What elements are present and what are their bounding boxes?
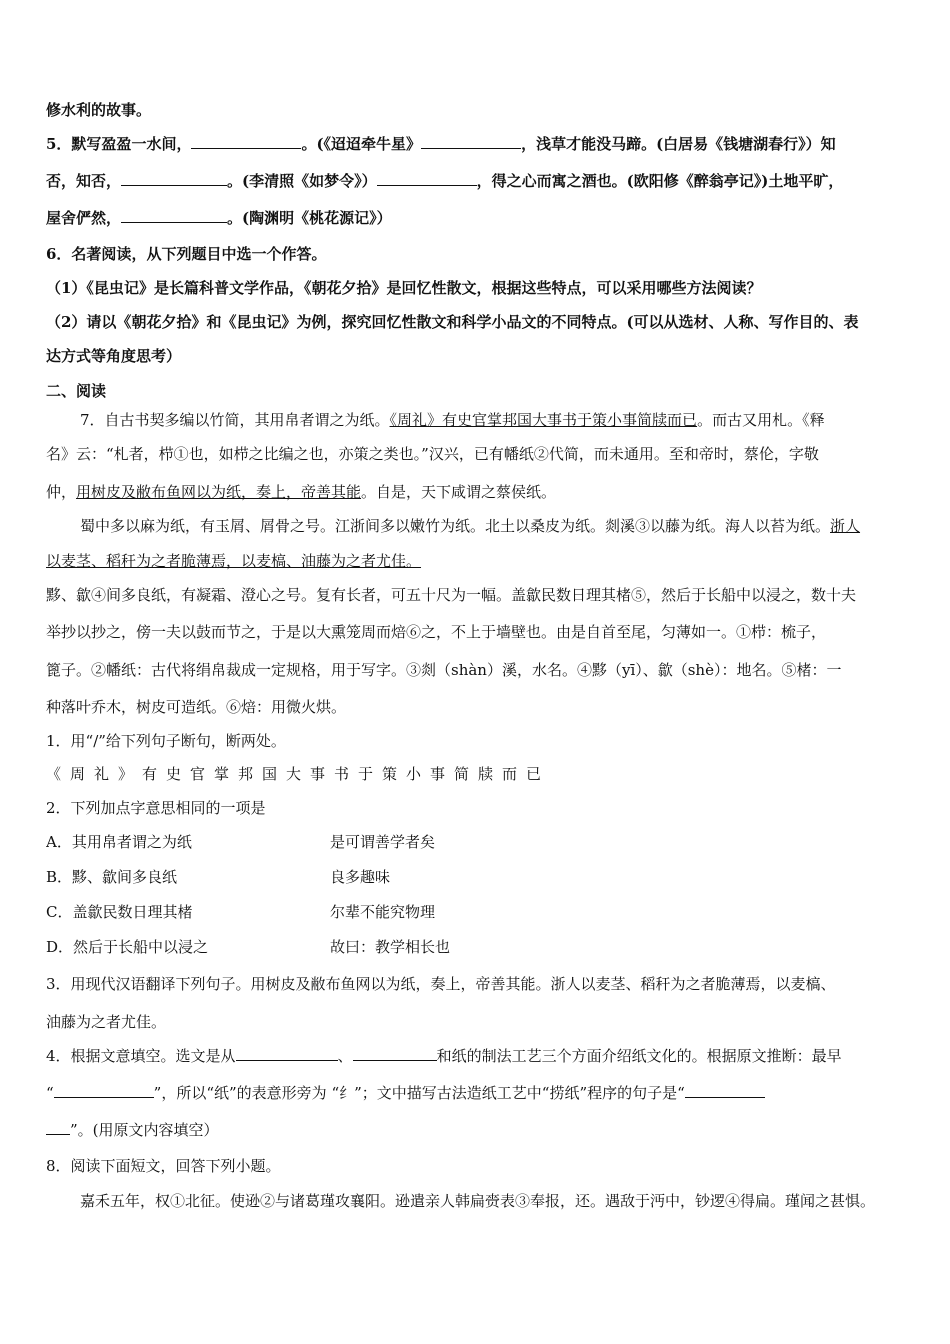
answer-blank[interactable] bbox=[377, 171, 477, 186]
option-c[interactable]: C．盖歙民数日理其楮 尔辈不能究物理 bbox=[46, 903, 436, 921]
answer-blank[interactable] bbox=[121, 208, 227, 223]
passage-line: 7．自古书契多编以竹简，其用帛者谓之为纸。《周礼》有史官掌邦国大事书于策小事简牍而已。而古又用札。《释 bbox=[80, 411, 825, 429]
passage-line: 以麦茎、稻秆为之者脆薄焉，以麦槁、油藤为之者尤佳。 bbox=[46, 552, 422, 570]
option-d[interactable]: D．然后于长船中以浸之 故曰：教学相长也 bbox=[46, 938, 451, 956]
question-6: 6．名著阅读，从下列题目中选一个作答。 bbox=[46, 245, 327, 263]
passage-line: 种落叶乔木，树皮可造纸。⑥焙：用微火烘。 bbox=[46, 698, 347, 716]
answer-blank[interactable] bbox=[236, 1046, 338, 1061]
text-line: 修水利的故事。 bbox=[46, 101, 152, 119]
option-a[interactable]: A．其用帛者谓之为纸 是可谓善学者矣 bbox=[46, 833, 436, 851]
question-5-line-1: 5．默写盈盈一水间， 。(《迢迢牵牛星》 ，浅草才能没马蹄。(白居易《钱塘湖春行》）知 bbox=[46, 135, 836, 153]
subquestion-4-cont: “ ”，所以“纸”的表意形旁为 “纟”；文中描写古法造纸工艺中“捞纸”程序的句子是“ bbox=[46, 1082, 908, 1104]
answer-blank[interactable] bbox=[46, 1120, 70, 1135]
question-6-item-1: （1）《昆虫记》是长篇科普文学作品，《朝花夕拾》是回忆性散文，根据这些特点，可以采用哪些方法阅读？ bbox=[46, 279, 762, 297]
question-5-line-3: 屋舍俨然， 。(陶渊明《桃花源记》） bbox=[46, 209, 392, 227]
passage-line: 蜀中多以麻为纸，有玉屑、屑骨之号。江浙间多以嫩竹为纸。北土以桑皮为纸。剡溪③以藤为纸。海人以苔为纸。浙人 bbox=[80, 517, 861, 535]
question-6-item-2-cont: 达方式等角度思考） bbox=[46, 347, 182, 365]
passage-line: 举抄以抄之，傍一夫以鼓而节之，于是以大熏笼周而焙⑥之，不上于墙壁也。由是自首至尾，匀薄如一。①栉：梳子， bbox=[46, 623, 827, 641]
answer-blank[interactable] bbox=[191, 134, 301, 149]
subquestion-4: 4．根据文意填空。选文是从 、 和纸的制法工艺三个方面介绍纸文化的。根据原文推断：最早 bbox=[46, 1047, 842, 1065]
subquestion-2: 2．下列加点字意思相同的一项是 bbox=[46, 799, 266, 817]
answer-blank[interactable] bbox=[121, 171, 227, 186]
option-b[interactable]: B．黟、歙间多良纸 良多趣味 bbox=[46, 868, 391, 886]
subquestion-3-cont: 油藤为之者尤佳。 bbox=[46, 1013, 167, 1031]
answer-blank[interactable] bbox=[54, 1083, 154, 1098]
question-6-item-2: （2）请以《朝花夕拾》和《昆虫记》为例，探究回忆性散文和科学小品文的不同特点。(可以从选材、人称、写作目的、表 bbox=[46, 313, 859, 331]
passage-line: 嘉禾五年，权①北征。使逊②与诸葛瑾攻襄阳。逊遣亲人韩扁赍表③奉报，还。遇敌于沔中，钞逻④得扁。瑾闻之甚惧。 bbox=[80, 1192, 876, 1210]
section-heading: 二、阅读 bbox=[46, 382, 107, 400]
subquestion-4-cont: ”。(用原文内容填空） bbox=[46, 1119, 908, 1141]
answer-blank[interactable] bbox=[685, 1083, 765, 1098]
passage-line: 仲，用树皮及敝布鱼网以为纸，奏上，帝善其能。自是，天下咸谓之蔡侯纸。 bbox=[46, 483, 557, 501]
question-5-line-2: 否，知否， 。(李清照《如梦令》） ，得之心而寓之酒也。(欧阳修《醉翁亭记》)土地平旷， bbox=[46, 172, 844, 190]
sentence-to-punctuate[interactable]: 《周礼》有史官掌邦国大事书于策小事简牍而已 bbox=[46, 765, 551, 783]
subquestion-1: 1．用“/”给下列句子断句，断两处。 bbox=[46, 732, 286, 750]
passage-line: 篦子。②幡纸：古代将绢帛裁成一定规格，用于写字。③剡（shàn）溪，水名。④黟（yī）、歙（shè）：地名。⑤楮：一 bbox=[46, 661, 842, 679]
question-8: 8．阅读下面短文，回答下列小题。 bbox=[46, 1157, 281, 1175]
passage-line: 黟、歙④间多良纸，有凝霜、澄心之号。复有长者，可五十尺为一幅。盖歙民数日理其楮⑤，然后于长船中以浸之，数十夫 bbox=[46, 586, 857, 604]
answer-blank[interactable] bbox=[353, 1046, 437, 1061]
subquestion-3: 3．用现代汉语翻译下列句子。用树皮及敝布鱼网以为纸，奏上，帝善其能。浙人以麦茎、稻秆为之者脆薄焉，以麦槁、 bbox=[46, 975, 836, 993]
answer-blank[interactable] bbox=[421, 134, 521, 149]
passage-line: 名》云：“札者，栉①也，如栉之比编之也，亦策之类也。”汉兴，已有幡纸②代简，而未通用。至和帝时，蔡伦，字敬 bbox=[46, 445, 819, 463]
